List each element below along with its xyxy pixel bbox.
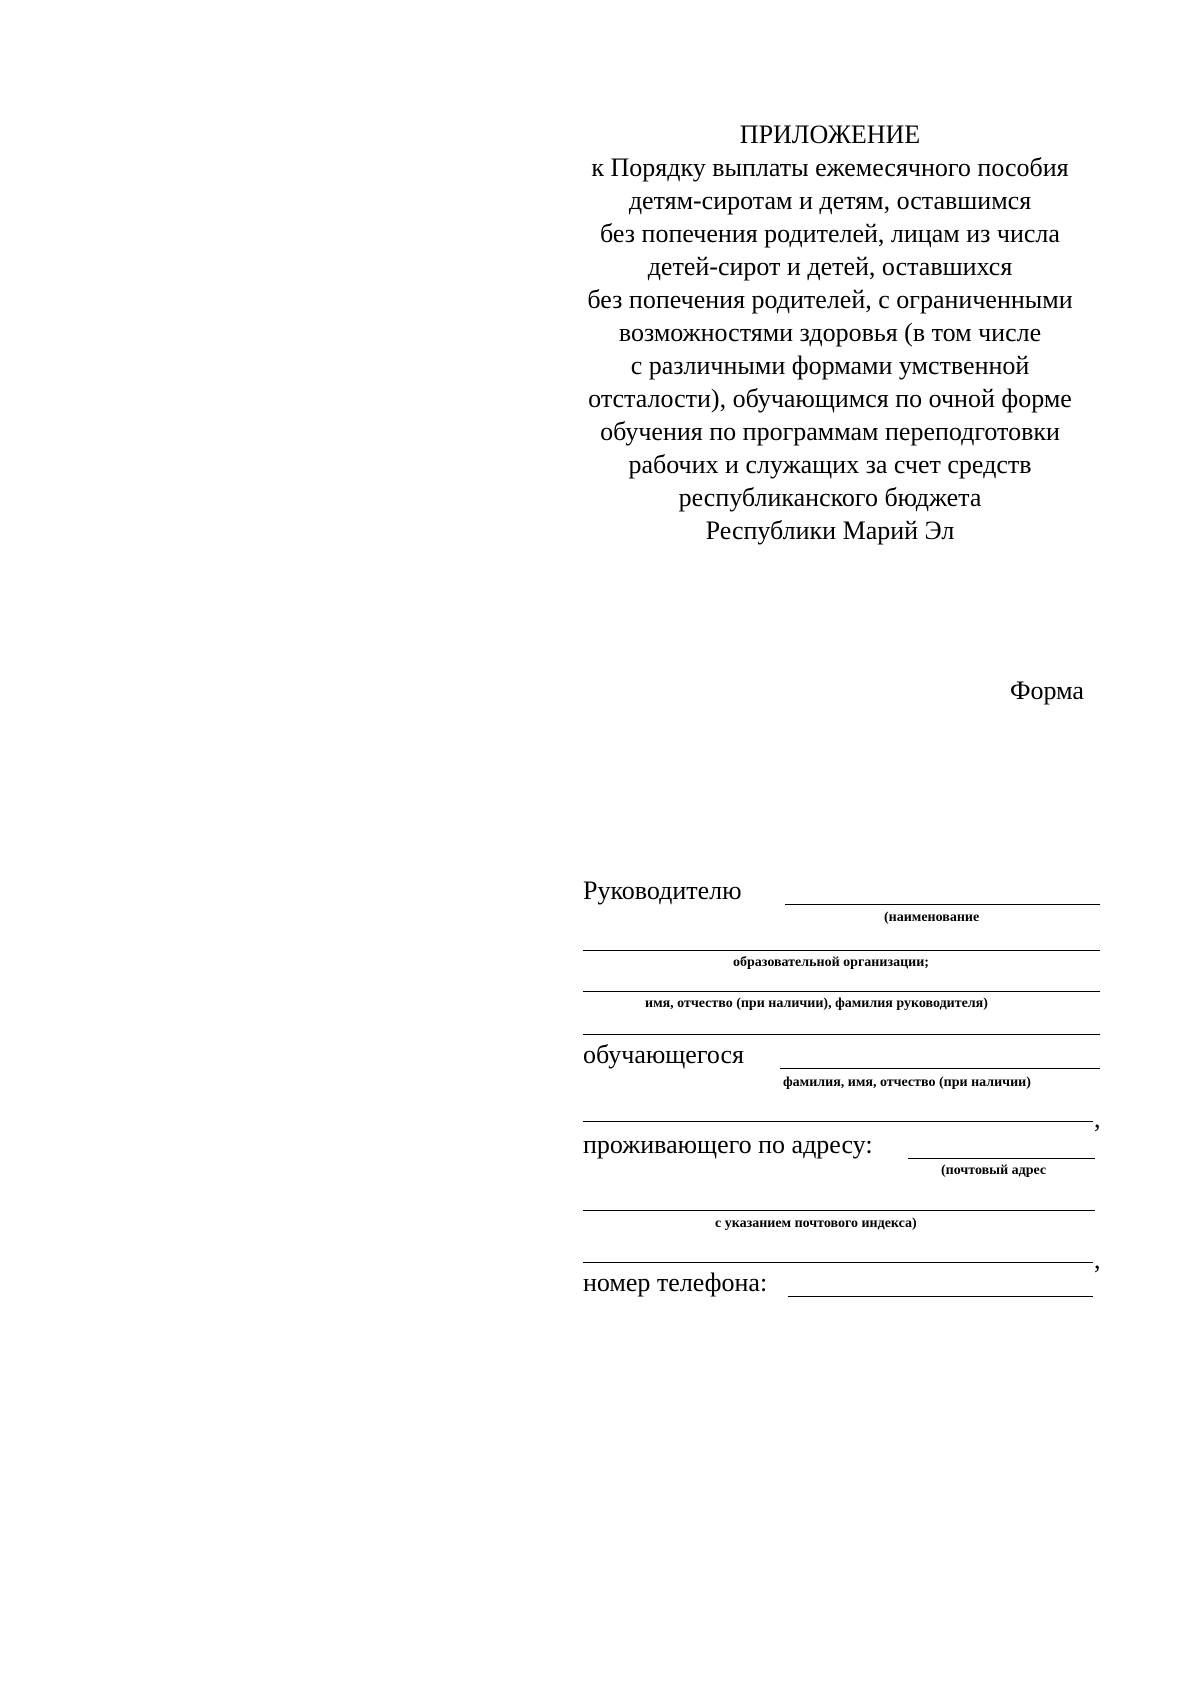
- student-line-2[interactable]: [583, 1121, 1093, 1122]
- address-line-3[interactable]: [583, 1262, 1093, 1263]
- form-label: Форма: [1010, 676, 1084, 705]
- comma: ,: [1094, 1245, 1101, 1274]
- heading-line: без попечения родителей, с ограниченными: [587, 285, 1073, 314]
- address-line[interactable]: [908, 1158, 1095, 1159]
- heading-line: без попечения родителей, лицам из числа: [600, 219, 1060, 248]
- heading-line: к Порядку выплаты ежемесячного пособия: [591, 153, 1069, 182]
- head-hint: (наименование: [884, 910, 980, 925]
- comma: ,: [1094, 1104, 1101, 1133]
- phone-line[interactable]: [788, 1296, 1093, 1297]
- appendix-title: ПРИЛОЖЕНИЕ: [739, 120, 921, 149]
- heading-line: рабочих и служащих за счет средств: [628, 450, 1032, 479]
- head-name-line[interactable]: [785, 904, 1100, 905]
- head-fio-hint: имя, отчество (при наличии), фамилия руководителя): [645, 996, 988, 1011]
- heading-line: республиканского бюджета: [678, 483, 982, 512]
- student-name-line[interactable]: [780, 1068, 1100, 1069]
- heading-line: детей-сирот и детей, оставшихся: [647, 252, 1013, 281]
- org-name-line[interactable]: [583, 950, 1100, 951]
- org-hint: образовательной организации;: [733, 955, 929, 970]
- heading-line: обучения по программам переподготовки: [600, 417, 1060, 446]
- student-hint: фамилия, имя, отчество (при наличии): [783, 1075, 1031, 1090]
- head-fio-line[interactable]: [583, 991, 1100, 992]
- heading-line: Республики Марий Эл: [705, 516, 955, 545]
- heading-line: возможностями здоровья (в том числе: [618, 318, 1042, 347]
- appendix-heading: [560, 118, 1100, 547]
- extra-line[interactable]: [583, 1034, 1100, 1035]
- phone-label: номер телефона:: [583, 1268, 768, 1297]
- student-label: обучающегося: [583, 1040, 745, 1069]
- heading-line: детям-сиротам и детям, оставшимся: [628, 186, 1032, 215]
- address-line-2[interactable]: [583, 1210, 1095, 1211]
- head-label: Руководителю: [583, 876, 742, 905]
- address-hint: (почтовый адрес: [941, 1163, 1047, 1178]
- heading-line: отсталости), обучающимся по очной форме: [588, 384, 1072, 413]
- heading-line: с различными формами умственной: [630, 351, 1030, 380]
- address-hint-2: с указанием почтового индекса): [715, 1216, 917, 1231]
- address-label: проживающего по адресу:: [583, 1130, 873, 1159]
